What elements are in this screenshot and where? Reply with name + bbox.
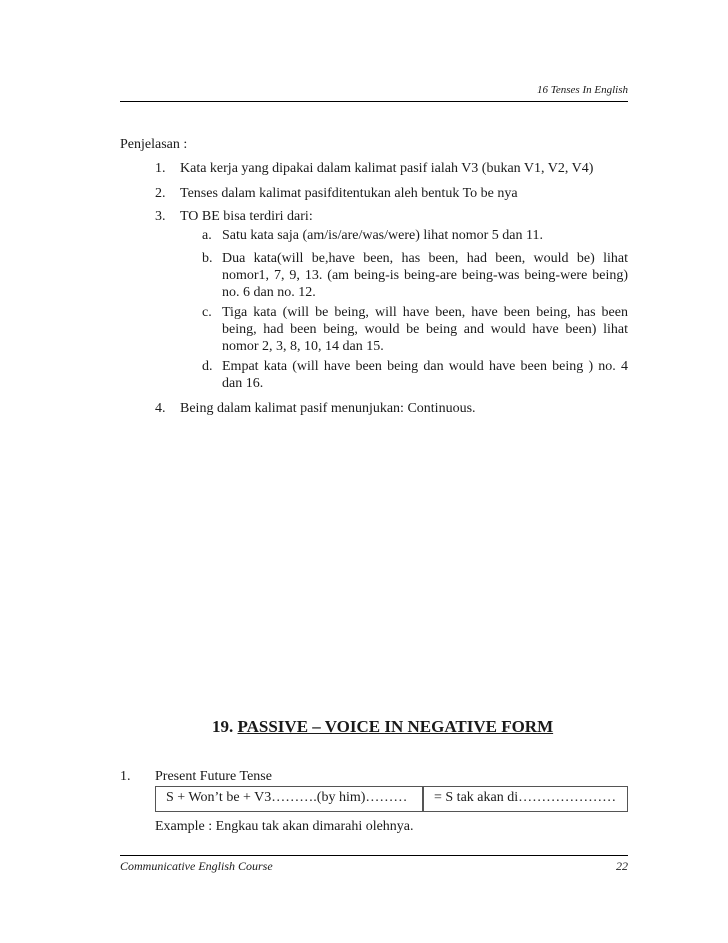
subitem-b-letter: b. — [202, 251, 213, 266]
item-4-num: 4. — [155, 401, 166, 416]
footer-rule — [120, 855, 628, 856]
item-3-text: TO BE bisa terdiri dari: — [180, 209, 313, 224]
section-number: 19. — [212, 717, 234, 736]
subitem-a-text: Satu kata saja (am/is/are/was/were) lihat nomor 5 dan 11. — [222, 228, 543, 243]
subitem-d-letter: d. — [202, 359, 213, 374]
example-text: Example : Engkau tak akan dimarahi olehnya. — [155, 819, 414, 834]
item-1-text: Kata kerja yang dipakai dalam kalimat pasif ialah V3 (bukan V1, V2, V4) — [180, 161, 594, 176]
subitem-a-letter: a. — [202, 228, 212, 243]
section-item-num: 1. — [120, 769, 131, 784]
subitem-c-letter: c. — [202, 305, 212, 320]
item-2-text: Tenses dalam kalimat pasifditentukan aleh bentuk To be nya — [180, 186, 518, 201]
formula-box: S + Won’t be + V3……….(by him)……… — [155, 786, 423, 812]
item-4-text: Being dalam kalimat pasif menunjukan: Continuous. — [180, 401, 476, 416]
subitem-c-text: Tiga kata (will be being, will have been, have been being, has been being, had been being, would be being and would have been) lihat nomor 2, 3, 8, 10, 14 dan 15. — [222, 305, 628, 354]
item-1-num: 1. — [155, 161, 166, 176]
item-3-num: 3. — [155, 209, 166, 224]
page-number: 22 — [616, 859, 628, 873]
subitem-d-text: Empat kata (will have been being dan would have been being ) no. 4 dan 16. — [222, 359, 628, 391]
section-title-text: PASSIVE – VOICE IN NEGATIVE FORM — [237, 717, 554, 736]
section-title — [212, 717, 553, 737]
running-header: 16 Tenses In English — [537, 84, 628, 96]
formula-meaning-box: = S tak akan di………………… — [423, 786, 628, 812]
footer-course: Communicative English Course — [120, 859, 273, 873]
explanation-heading: Penjelasan : — [120, 137, 188, 152]
item-2-num: 2. — [155, 186, 166, 201]
header-rule — [120, 101, 628, 102]
subitem-b-text: Dua kata(will be,have been, has been, had been, would be) lihat nomor1, 7, 9, 13. (am being-is being-are being-was being-were being) no. 6 dan no. 12. — [222, 251, 628, 300]
section-item-title: Present Future Tense — [155, 769, 272, 784]
